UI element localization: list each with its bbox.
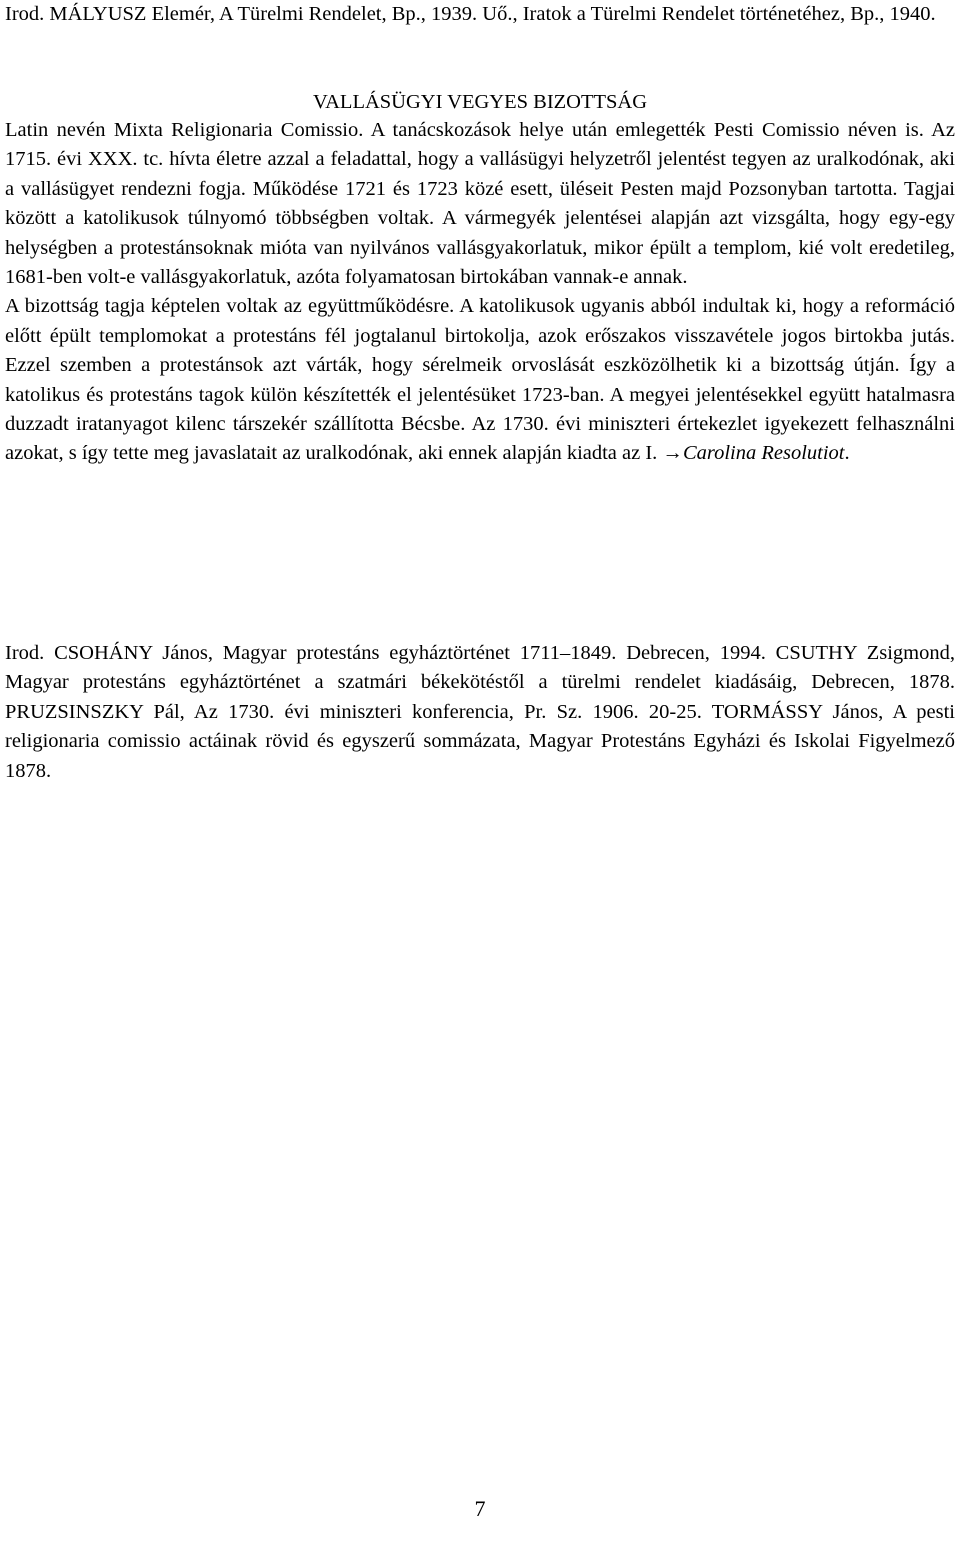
body-paragraph-2-end: . — [844, 442, 850, 465]
entry-body — [5, 116, 955, 469]
section-heading: VALLÁSÜGYI VEGYES BIZOTTSÁG — [312, 91, 648, 113]
bibliography: Irod. CSOHÁNY János, Magyar protestáns egyháztörténet 1711–1849. Debrecen, 1994. CSUTHY Zsigmond, Magyar protestáns egyháztörténet a szatmári békekötéstől a türelmi rendelet kiadásáig, Debrecen, 1878. PRUZSINSZKY Pál, Az 1730. évi miniszteri konferencia, Pr. Sz. 1906. 20-25. TORMÁSSY János, A pesti religionaria comissio actáinak rövid és egyszerű sommázata, Magyar Protestáns Egyházi és Iskolai Figyelmező 1878. — [5, 642, 955, 782]
top-reference: Irod. MÁLYUSZ Elemér, A Türelmi Rendelet, Bp., 1939. Uő., Iratok a Türelmi Rendelet történetéhez, Bp., 1940. — [5, 3, 936, 25]
cross-reference-link[interactable]: →Carolina Resolutiot — [662, 442, 845, 465]
body-paragraph-2-text: A bizottság tagja képtelen voltak az együttműködésre. A katolikusok ugyanis abból indultak ki, hogy a reformáció előtt épült templomokat a protestáns fél jogtalanul birtokolja, azok erőszakos visszavétele jogos birtokba jutás. Ezzel szemben a protestánsok azt várták, hogy sérelmeik orvoslását eszközölhetik ki a bizottság útján. Így a katolikus és protestáns tagok külön készítették el jelentésüket 1723-ban. A megyei jelentésekkel együtt hatalmasra duzzadt iratanyagot kilenc társzekér szállította Bécsbe. Az 1730. évi miniszteri értekezlet igyekezett felhasználni azokat, s így tette meg javaslatait az uralkodónak, aki ennek alapján kiadta az I. — [5, 295, 955, 465]
body-paragraph-1: Latin nevén Mixta Religionaria Comissio. A tanácskozások helye után emlegették Pesti Comissio néven is. Az 1715. évi XXX. tc. hívta életre azzal a feladattal, hogy a vallásügyi helyzetről jelentést tegyen az uralkodónak, aki a vallásügyet rendezni fogja. Működése 1721 és 1723 közé esett, üléseit Pesten majd Pozsonyban tartotta. Tagjai között a katolikusok túlnyomó többségben voltak. A vármegyék jelentései alapján azt vizsgálta, hogy egy-egy helységben a protestánsoknak mióta van nyilvános vallásgyakorlatuk, mikor épült a templom, kié volt eredetileg, 1681-ben volt-e vallásgyakorlatuk, azóta folyamatosan birtokában vannak-e annak. — [5, 119, 955, 289]
page-number: 7 — [474, 1496, 486, 1521]
body-paragraph-2 — [5, 292, 955, 468]
